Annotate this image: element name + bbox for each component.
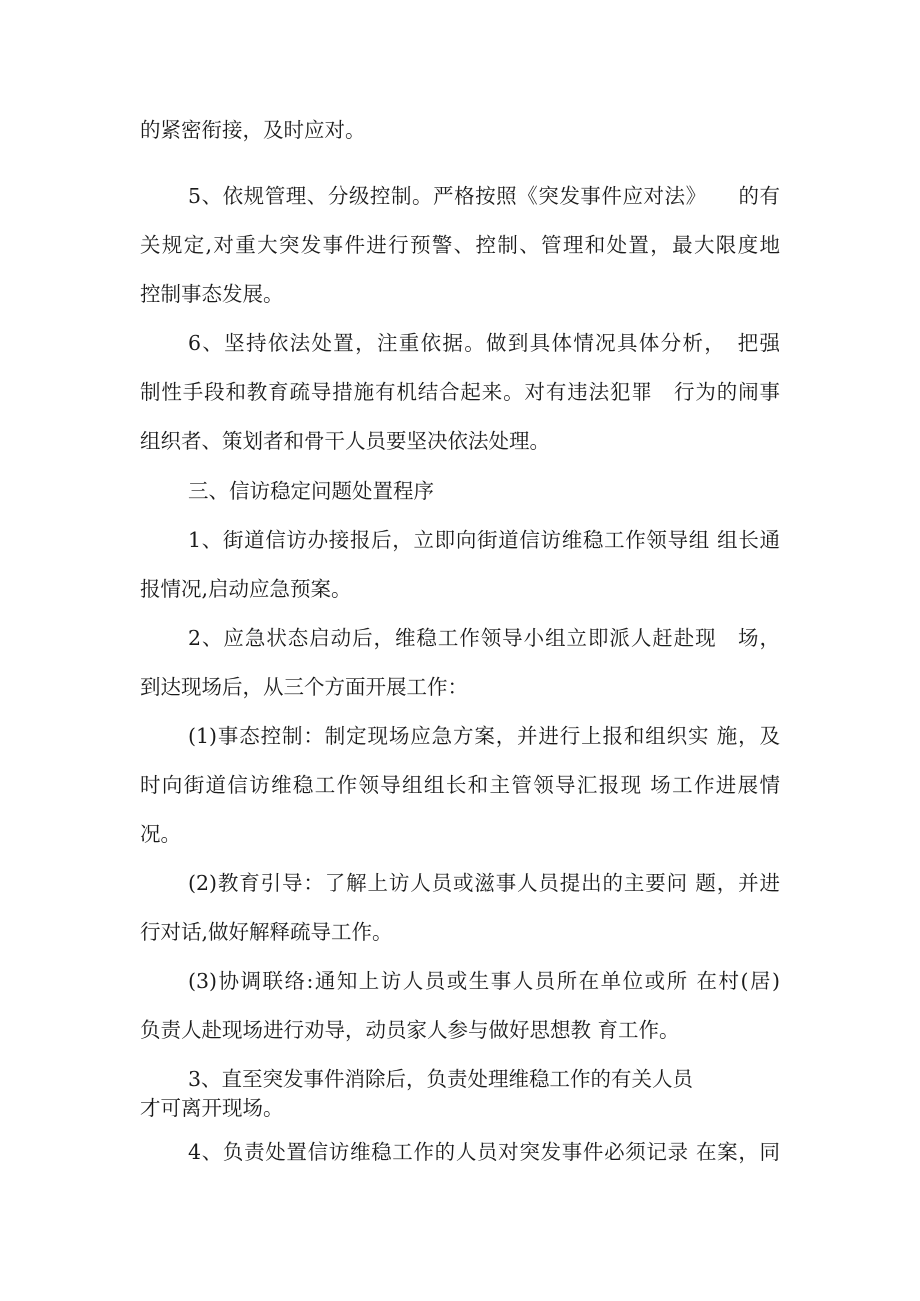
text-line-15: 况。 bbox=[140, 822, 181, 846]
text-line-1: 的紧密衔接，及时应对。 bbox=[140, 118, 366, 142]
text-line-13: (1)事态控制：制定现场应急方案，并进行上报和组织实 施，及 bbox=[188, 724, 780, 748]
text-line-20: 3、直至突发事件消除后，负责处理维稳工作的有关人员 bbox=[188, 1067, 694, 1091]
text-line-16: (2)教育引导：了解上访人员或滋事人员提出的主要问 题，并进 bbox=[188, 871, 780, 895]
text-line-22: 4、负责处置信访维稳工作的人员对突发事件必须记录 在案，同 bbox=[188, 1140, 780, 1164]
text-line-10: 报情况,启动应急预案。 bbox=[140, 577, 352, 601]
text-line-19: 负责人赴现场进行劝导，动员家人参与做好思想教 育工作。 bbox=[140, 1018, 680, 1042]
text-line-18: (3)协调联络:通知上访人员或生事人员所在单位或所 在村(居) bbox=[188, 969, 780, 993]
section-heading: 三、信访稳定问题处置程序 bbox=[188, 479, 434, 503]
text-line-14: 时向街道信访维稳工作领导组组长和主管领导汇报现 场工作进展情 bbox=[140, 773, 780, 797]
text-line-7: 组织者、策划者和骨干人员要坚决依法处理。 bbox=[140, 429, 550, 453]
text-line-21: 才可离开现场。 bbox=[140, 1096, 284, 1120]
text-line-2: 5、依规管理、分级控制。严格按照《突发事件应对法》 的有 bbox=[188, 184, 780, 208]
text-line-5: 6、坚持依法处置，注重依据。做到具体情况具体分析， 把强 bbox=[188, 331, 780, 355]
text-line-4: 控制事态发展。 bbox=[140, 282, 284, 306]
text-line-9: 1、街道信访办接报后，立即向街道信访维稳工作领导组 组长通 bbox=[188, 528, 780, 552]
text-line-11: 2、应急状态启动后，维稳工作领导小组立即派人赶赴现 场， bbox=[188, 626, 780, 650]
text-line-17: 行对话,做好解释疏导工作。 bbox=[140, 920, 393, 944]
text-line-3: 关规定,对重大突发事件进行预警、控制、管理和处置，最大限度地 bbox=[140, 233, 780, 257]
text-line-12: 到达现场后，从三个方面开展工作： bbox=[140, 675, 468, 699]
text-line-6: 制性手段和教育疏导措施有机结合起来。对有违法犯罪 行为的闹事 bbox=[140, 380, 780, 404]
